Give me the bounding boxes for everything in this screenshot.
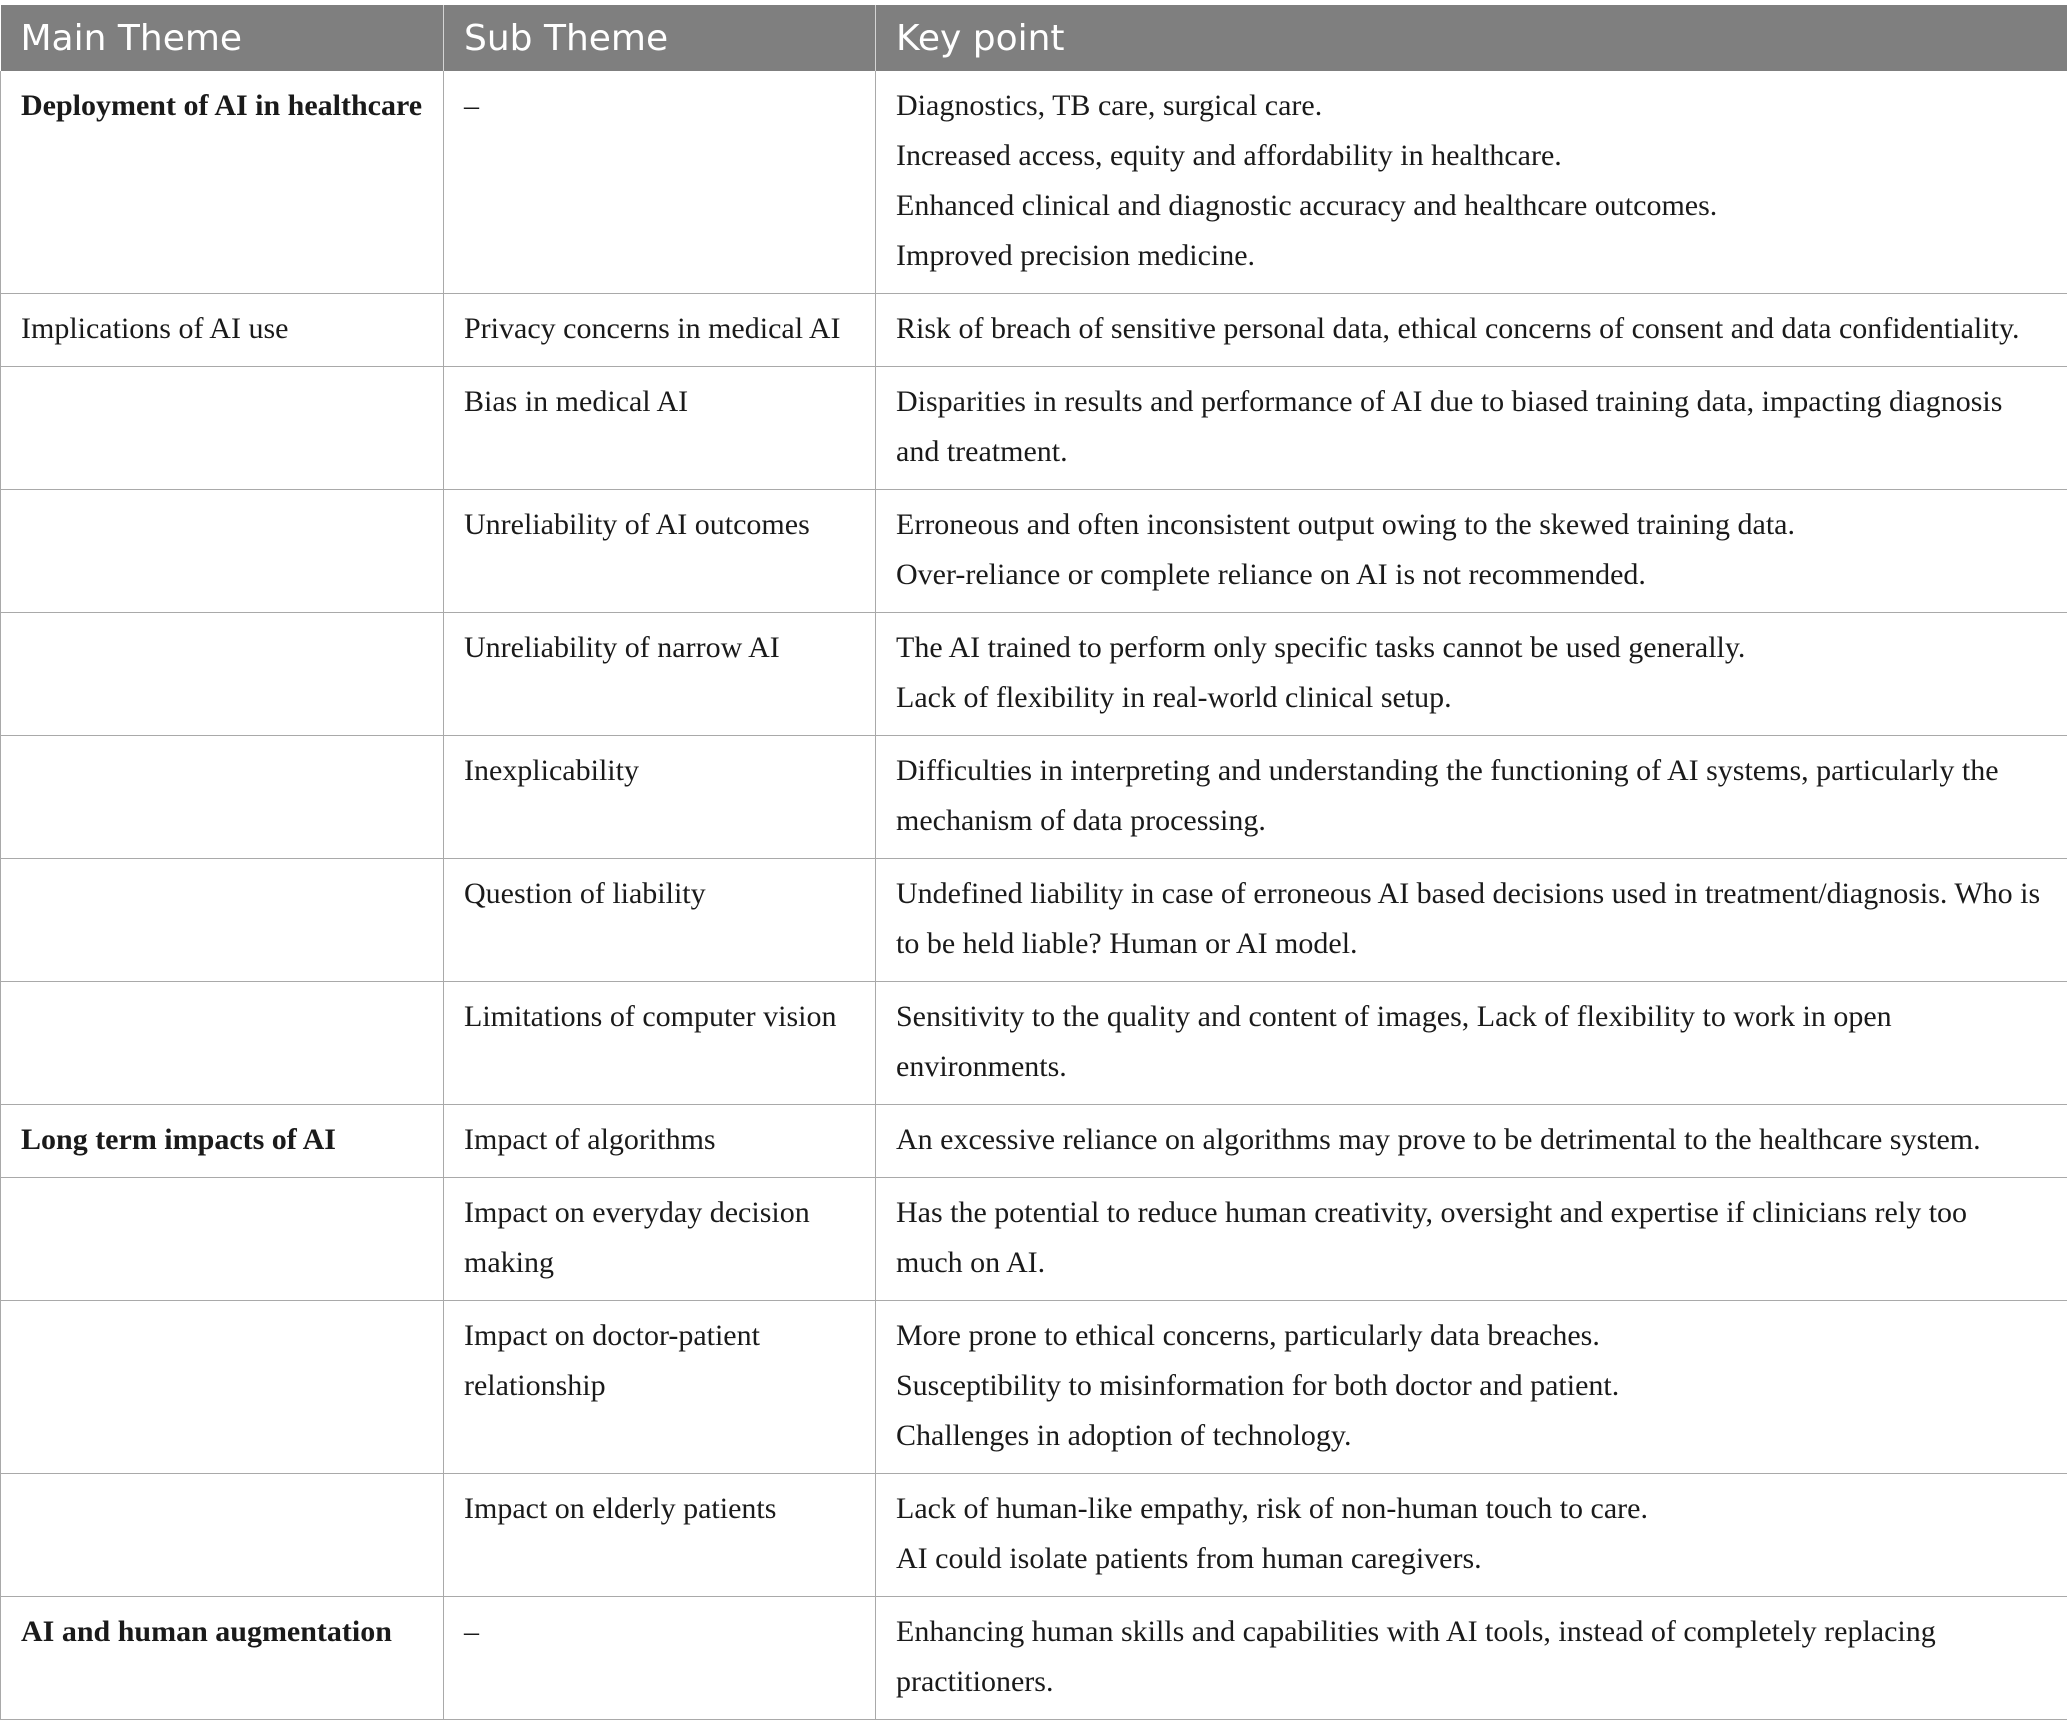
key-point-cell xyxy=(876,367,2067,490)
sub-theme-cell: Privacy concerns in medical AI xyxy=(444,294,876,367)
main-theme-cell xyxy=(1,490,444,613)
header-sub-theme: Sub Theme xyxy=(444,5,876,71)
sub-theme-cell: Question of liability xyxy=(444,859,876,982)
main-theme-cell: AI and human augmentation xyxy=(1,1597,444,1720)
key-point-cell xyxy=(876,71,2067,294)
sub-theme-cell: – xyxy=(444,71,876,294)
table-row xyxy=(1,1474,2067,1597)
key-point-cell xyxy=(876,859,2067,982)
main-theme-cell xyxy=(1,859,444,982)
key-point-line: Diagnostics, TB care, surgical care. xyxy=(896,81,2041,131)
key-point-cell xyxy=(876,1178,2067,1301)
key-point-line: Improved precision medicine. xyxy=(896,231,2041,281)
key-point-line: Lack of human-like empathy, risk of non-human touch to care. xyxy=(896,1484,2041,1534)
table-header xyxy=(1,5,2067,71)
key-point-cell xyxy=(876,490,2067,613)
key-point-line: Lack of flexibility in real-world clinical setup. xyxy=(896,673,2041,723)
key-point-line: Risk of breach of sensitive personal data, ethical concerns of consent and data confidentiality. xyxy=(896,304,2041,354)
table-row xyxy=(1,1105,2067,1178)
key-point-line: Enhancing human skills and capabilities with AI tools, instead of completely replacing practitioners. xyxy=(896,1607,2041,1707)
main-theme-cell: Implications of AI use xyxy=(1,294,444,367)
main-theme-cell: Deployment of AI in healthcare xyxy=(1,71,444,294)
table-row xyxy=(1,982,2067,1105)
sub-theme-cell: Impact of algorithms xyxy=(444,1105,876,1178)
table-row xyxy=(1,294,2067,367)
table-row xyxy=(1,613,2067,736)
key-point-cell xyxy=(876,1474,2067,1597)
key-point-line: An excessive reliance on algorithms may prove to be detrimental to the healthcare system. xyxy=(896,1115,2041,1165)
main-theme-cell: Long term impacts of AI xyxy=(1,1105,444,1178)
key-point-cell xyxy=(876,982,2067,1105)
main-theme-cell xyxy=(1,613,444,736)
main-theme-cell xyxy=(1,1474,444,1597)
main-theme-cell xyxy=(1,736,444,859)
key-point-line: More prone to ethical concerns, particularly data breaches. xyxy=(896,1311,2041,1361)
key-point-line: Has the potential to reduce human creativity, oversight and expertise if clinicians rely too much on AI. xyxy=(896,1188,2041,1288)
key-point-line: Disparities in results and performance of AI due to biased training data, impacting diagnosis and treatment. xyxy=(896,377,2041,477)
header-key-point: Key point xyxy=(876,5,2067,71)
main-theme-cell xyxy=(1,1178,444,1301)
sub-theme-cell: Unreliability of AI outcomes xyxy=(444,490,876,613)
table-row xyxy=(1,1301,2067,1474)
key-point-line: Difficulties in interpreting and understanding the functioning of AI systems, particularly the mechanism of data processing. xyxy=(896,746,2041,846)
key-point-line: Over-reliance or complete reliance on AI is not recommended. xyxy=(896,550,2041,600)
key-point-line: Susceptibility to misinformation for both doctor and patient. xyxy=(896,1361,2041,1411)
sub-theme-cell: Bias in medical AI xyxy=(444,367,876,490)
table-row xyxy=(1,1178,2067,1301)
table-row xyxy=(1,71,2067,294)
table-row xyxy=(1,859,2067,982)
sub-theme-cell: Unreliability of narrow AI xyxy=(444,613,876,736)
table-row xyxy=(1,367,2067,490)
key-point-line: Enhanced clinical and diagnostic accuracy and healthcare outcomes. xyxy=(896,181,2041,231)
key-point-line: Erroneous and often inconsistent output owing to the skewed training data. xyxy=(896,500,2041,550)
key-point-line: Undefined liability in case of erroneous AI based decisions used in treatment/diagnosis. Who is to be held liable? Human or AI model. xyxy=(896,869,2041,969)
key-point-line: AI could isolate patients from human caregivers. xyxy=(896,1534,2041,1584)
key-point-line: Challenges in adoption of technology. xyxy=(896,1411,2041,1461)
sub-theme-cell: Limitations of computer vision xyxy=(444,982,876,1105)
key-point-line: Sensitivity to the quality and content of images, Lack of flexibility to work in open environments. xyxy=(896,992,2041,1092)
key-point-line: Increased access, equity and affordability in healthcare. xyxy=(896,131,2041,181)
key-point-cell xyxy=(876,613,2067,736)
main-theme-cell xyxy=(1,1301,444,1474)
sub-theme-cell: Inexplicability xyxy=(444,736,876,859)
main-theme-cell xyxy=(1,367,444,490)
sub-theme-cell: Impact on doctor-patient relationship xyxy=(444,1301,876,1474)
key-point-cell xyxy=(876,1597,2067,1720)
table-body xyxy=(1,71,2067,1720)
themes-table xyxy=(0,5,2067,1720)
key-point-cell xyxy=(876,294,2067,367)
table-row xyxy=(1,490,2067,613)
main-theme-cell xyxy=(1,982,444,1105)
sub-theme-cell: Impact on elderly patients xyxy=(444,1474,876,1597)
key-point-cell xyxy=(876,736,2067,859)
sub-theme-cell: – xyxy=(444,1597,876,1720)
header-main-theme: Main Theme xyxy=(1,5,444,71)
key-point-cell xyxy=(876,1301,2067,1474)
header-row xyxy=(1,5,2067,71)
sub-theme-cell: Impact on everyday decision making xyxy=(444,1178,876,1301)
table-row xyxy=(1,736,2067,859)
key-point-line: The AI trained to perform only specific tasks cannot be used generally. xyxy=(896,623,2041,673)
table-row xyxy=(1,1597,2067,1720)
key-point-cell xyxy=(876,1105,2067,1178)
